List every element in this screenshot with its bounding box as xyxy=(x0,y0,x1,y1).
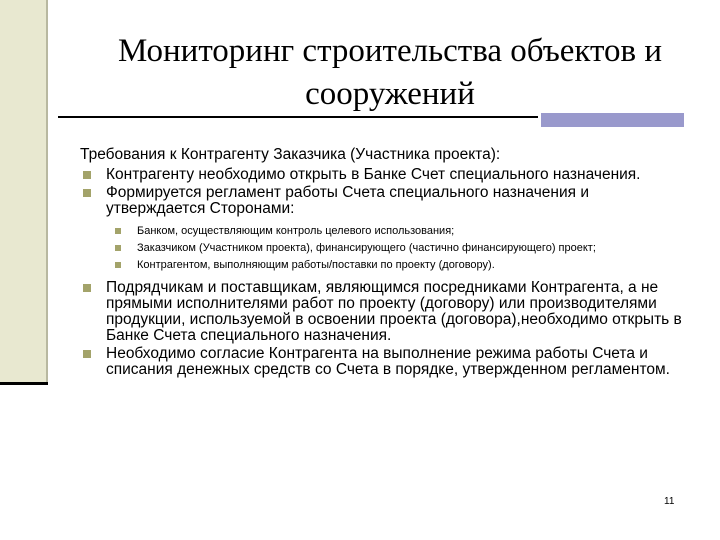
slide-body xyxy=(80,147,690,380)
list-item-text: Подрядчикам и поставщикам, являющимся посредниками Контрагента, а не прямыми исполнителями работ по проекту (договору) или производителями продукции, используемой в освоении проекта (договора),необходимо открыть в Банке Счета специального назначения. xyxy=(106,279,682,344)
left-band-rule xyxy=(0,382,48,385)
list-item xyxy=(80,167,690,183)
sub-list-item-text: Банком, осуществляющим контроль целевого использования; xyxy=(137,225,455,237)
sub-list-item-text: Заказчиком (Участником проекта), финансирующего (частично финансирующего) проект; xyxy=(137,242,596,254)
title-underline xyxy=(58,116,538,118)
left-band-border xyxy=(46,0,48,385)
list-item xyxy=(80,346,690,378)
list-item xyxy=(80,185,690,217)
sub-list-item xyxy=(113,242,690,255)
slide-title: Мониторинг строительства объектов и сооружений xyxy=(117,33,663,112)
page-number: 11 xyxy=(664,496,675,507)
sub-list-item xyxy=(113,259,690,272)
requirements-heading: Требования к Контрагенту Заказчика (Участника проекта): xyxy=(80,146,501,163)
title-accent-block xyxy=(541,113,684,127)
bullet-icon xyxy=(115,245,121,251)
sub-list-item-text: Контрагентом, выполняющим работы/поставки по проекту (договору). xyxy=(137,259,495,271)
list-item xyxy=(80,280,690,344)
bullet-icon xyxy=(83,189,91,197)
list-item-text: Необходимо согласие Контрагента на выполнение режима работы Счета и списания денежных средств со Счета в порядке, утвержденном регламентом. xyxy=(106,345,670,378)
list-item-text: Контрагенту необходимо открыть в Банке Счет специального назначения. xyxy=(106,166,641,183)
left-decorative-band xyxy=(0,0,46,383)
sub-list xyxy=(80,225,690,272)
bullet-icon xyxy=(83,284,91,292)
bullet-icon xyxy=(115,228,121,234)
bullet-icon xyxy=(83,171,91,179)
list-item-text: Формируется регламент работы Счета специального назначения и утверждается Сторонами: xyxy=(106,184,589,217)
sub-list-item xyxy=(113,225,690,238)
bullet-icon xyxy=(115,262,121,268)
bullet-icon xyxy=(83,350,91,358)
